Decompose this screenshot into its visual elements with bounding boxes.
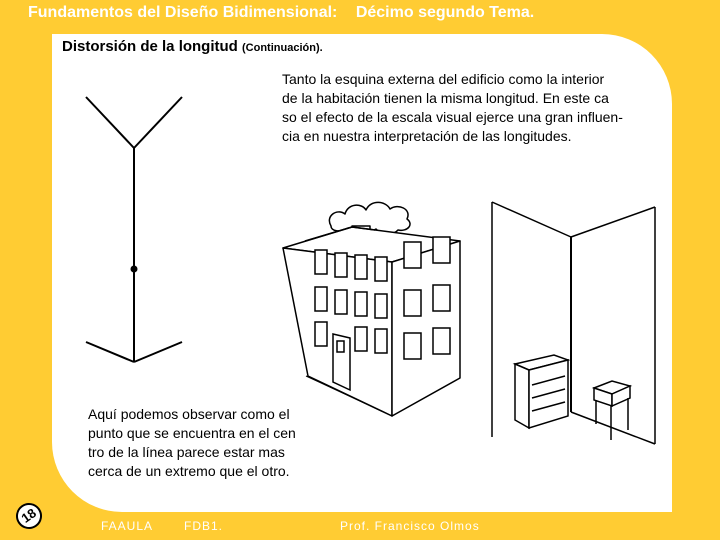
- top-fin-right: [134, 97, 182, 148]
- course-title: Fundamentos del Diseño Bidimensional:: [28, 4, 338, 21]
- small-table: [594, 381, 630, 440]
- caption-line: tro de la línea parece estar mas: [88, 444, 285, 460]
- left-wall-top: [492, 202, 571, 237]
- topic-title: Décimo segundo Tema.: [355, 4, 535, 21]
- bottom-fin-right: [134, 342, 182, 362]
- intro-line: de la habitación tienen la misma longitud. En este ca: [282, 90, 609, 106]
- caption-line: Aquí podemos observar como el: [88, 406, 290, 422]
- right-wall-top: [571, 207, 655, 237]
- illusion-line-figure: [86, 97, 182, 362]
- section-heading-note: (Continuación).: [242, 42, 323, 54]
- section-heading-text: Distorsión de la longitud: [62, 38, 238, 55]
- intro-line: cia en nuestra interpretación de las longitudes.: [282, 128, 572, 144]
- center-dot: [131, 266, 138, 273]
- building-door: [333, 334, 350, 390]
- floor-line: [571, 412, 655, 444]
- footer-course-code: FDB1.: [184, 519, 224, 533]
- footer-professor: Prof. Francisco Olmos: [340, 519, 480, 533]
- caption-paragraph: [88, 405, 338, 481]
- bottom-fin-left: [86, 342, 134, 362]
- page-number-badge: 18: [11, 498, 47, 534]
- footer-school: FAAULA: [101, 519, 154, 533]
- bookshelf: [515, 355, 568, 428]
- intro-line: so el efecto de la escala visual ejerce una gran influen-: [282, 109, 623, 125]
- caption-line: cerca de un extremo que el otro.: [88, 463, 290, 479]
- intro-line: Tanto la esquina externa del edificio como la interior: [282, 71, 605, 87]
- top-fin-left: [86, 97, 134, 148]
- caption-line: punto que se encuentra en el cen: [88, 425, 296, 441]
